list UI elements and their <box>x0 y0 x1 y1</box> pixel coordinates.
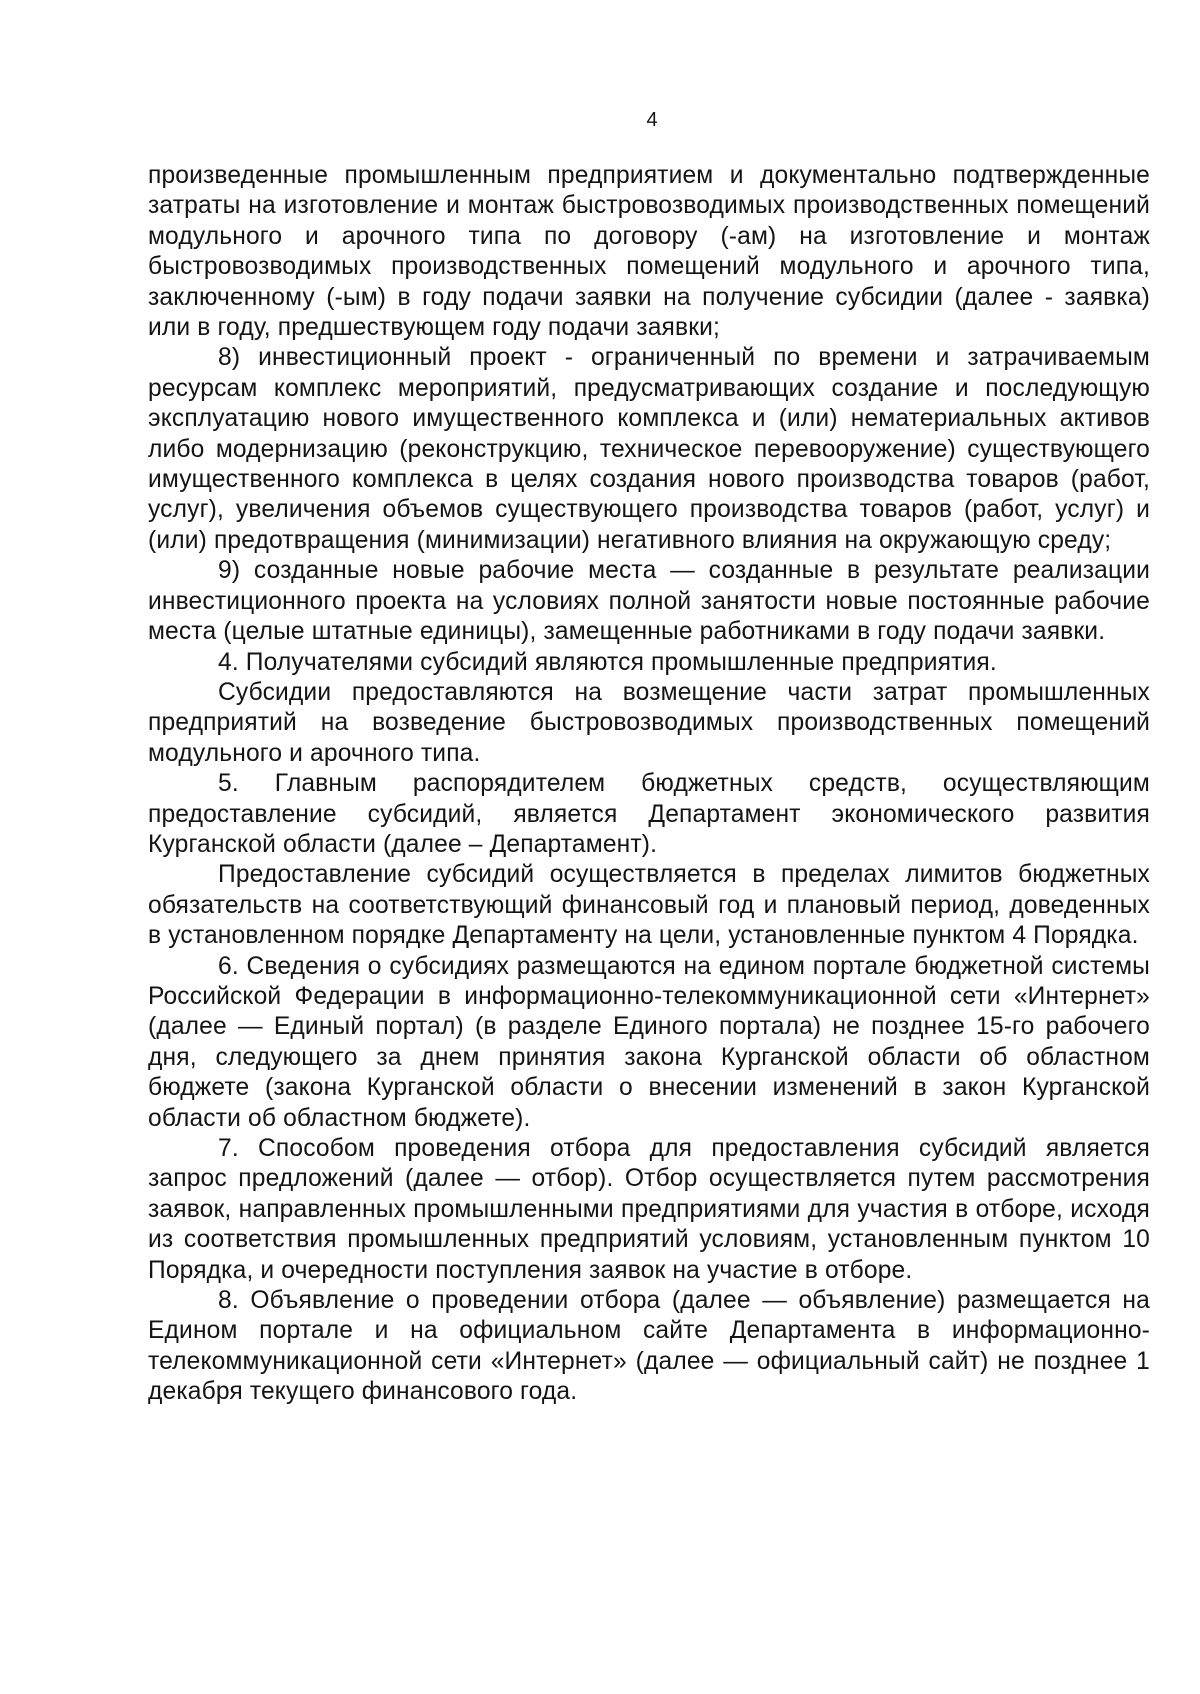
document-body <box>148 161 1150 1408</box>
paragraph-clause-4-recipients: 4. Получателями субсидий являются промышленные предприятия. <box>218 648 997 676</box>
paragraph-clause-5-limits: Предоставление субсидий осуществляется в пределах лимитов бюджетных обязательств на соответствующий финансовый год и плановый период, доведенных в установленном порядке Департаменту на цели, установленные пунктом 4 Порядка. <box>148 861 1150 950</box>
paragraph-clause-6-publication: 6. Сведения о субсидиях размещаются на едином портале бюджетной системы Российской Федерации в информационно-телекоммуникационной сети «Интернет» (далее — Единый портал) (в разделе Единого портала) не позднее 15-го рабочего дня, следующего за днем принятия закона Курганской области об областном бюджете (закона Курганской области о внесении изменений в закон Курганской области об областном бюджете). <box>148 952 1150 1132</box>
paragraph-clause-7-selection-method: 7. Способом проведения отбора для предоставления субсидий является запрос предложений (далее — отбор). Отбор осуществляется путем рассмотрения заявок, направленных промышленными предприятиями для участия в отборе, исходя из соответствия промышленных предприятий условиям, установленным пунктом 10 Порядка, и очередности поступления заявок на участие в отборе. <box>148 1135 1150 1284</box>
paragraph-clause-5-main-manager: 5. Главным распорядителем бюджетных средств, осуществляющим предоставление субсидий, является Департамент экономического развития Курганской области (далее – Департамент). <box>148 770 1150 858</box>
paragraph-clause-8-announcement: 8. Объявление о проведении отбора (далее — объявление) размещается на Едином портале и на официальном сайте Департамента в информационно-телекоммуникационной сети «Интернет» (далее — официальный сайт) не позднее 1 декабря текущего финансового года. <box>148 1287 1150 1406</box>
page-number: 4 <box>646 109 658 131</box>
paragraph-item-9-new-jobs: 9) созданные новые рабочие места — созданные в результате реализации инвестиционного проекта на условиях полной занятости новые постоянные рабочие места (целые штатные единицы), замещенные работниками в году подачи заявки. <box>148 557 1150 646</box>
paragraph-clause-4-subsidies-purpose: Субсидии предоставляются на возмещение части затрат промышленных предприятий на возведение быстровозводимых производственных помещений модульного и арочного типа. <box>148 678 1150 767</box>
paragraph-continuation: произведенные промышленным предприятием и документально подтвержденные затраты на изготовление и монтаж быстровозводимых производственных помещений модульного и арочного типа по договору (-ам) на изготовление и монтаж быстровозводимых производственных помещений модульного и арочного типа, заключенному (-ым) в году подачи заявки на получение субсидии (далее - заявка) или в году, предшествующем году подачи заявки; <box>148 162 1150 342</box>
paragraph-item-8-investment-project: 8) инвестиционный проект - ограниченный по времени и затрачиваемым ресурсам комплекс мероприятий, предусматривающих создание и последующую эксплуатацию нового имущественного комплекса и (или) нематериальных активов либо модернизацию (реконструкцию, техническое перевооружение) существующего имущественного комплекса в целях создания нового производства товаров (работ, услуг), увеличения объемов существующего производства товаров (работ, услуг) и (или) предотвращения (минимизации) негативного влияния на окружающую среду; <box>148 344 1150 554</box>
